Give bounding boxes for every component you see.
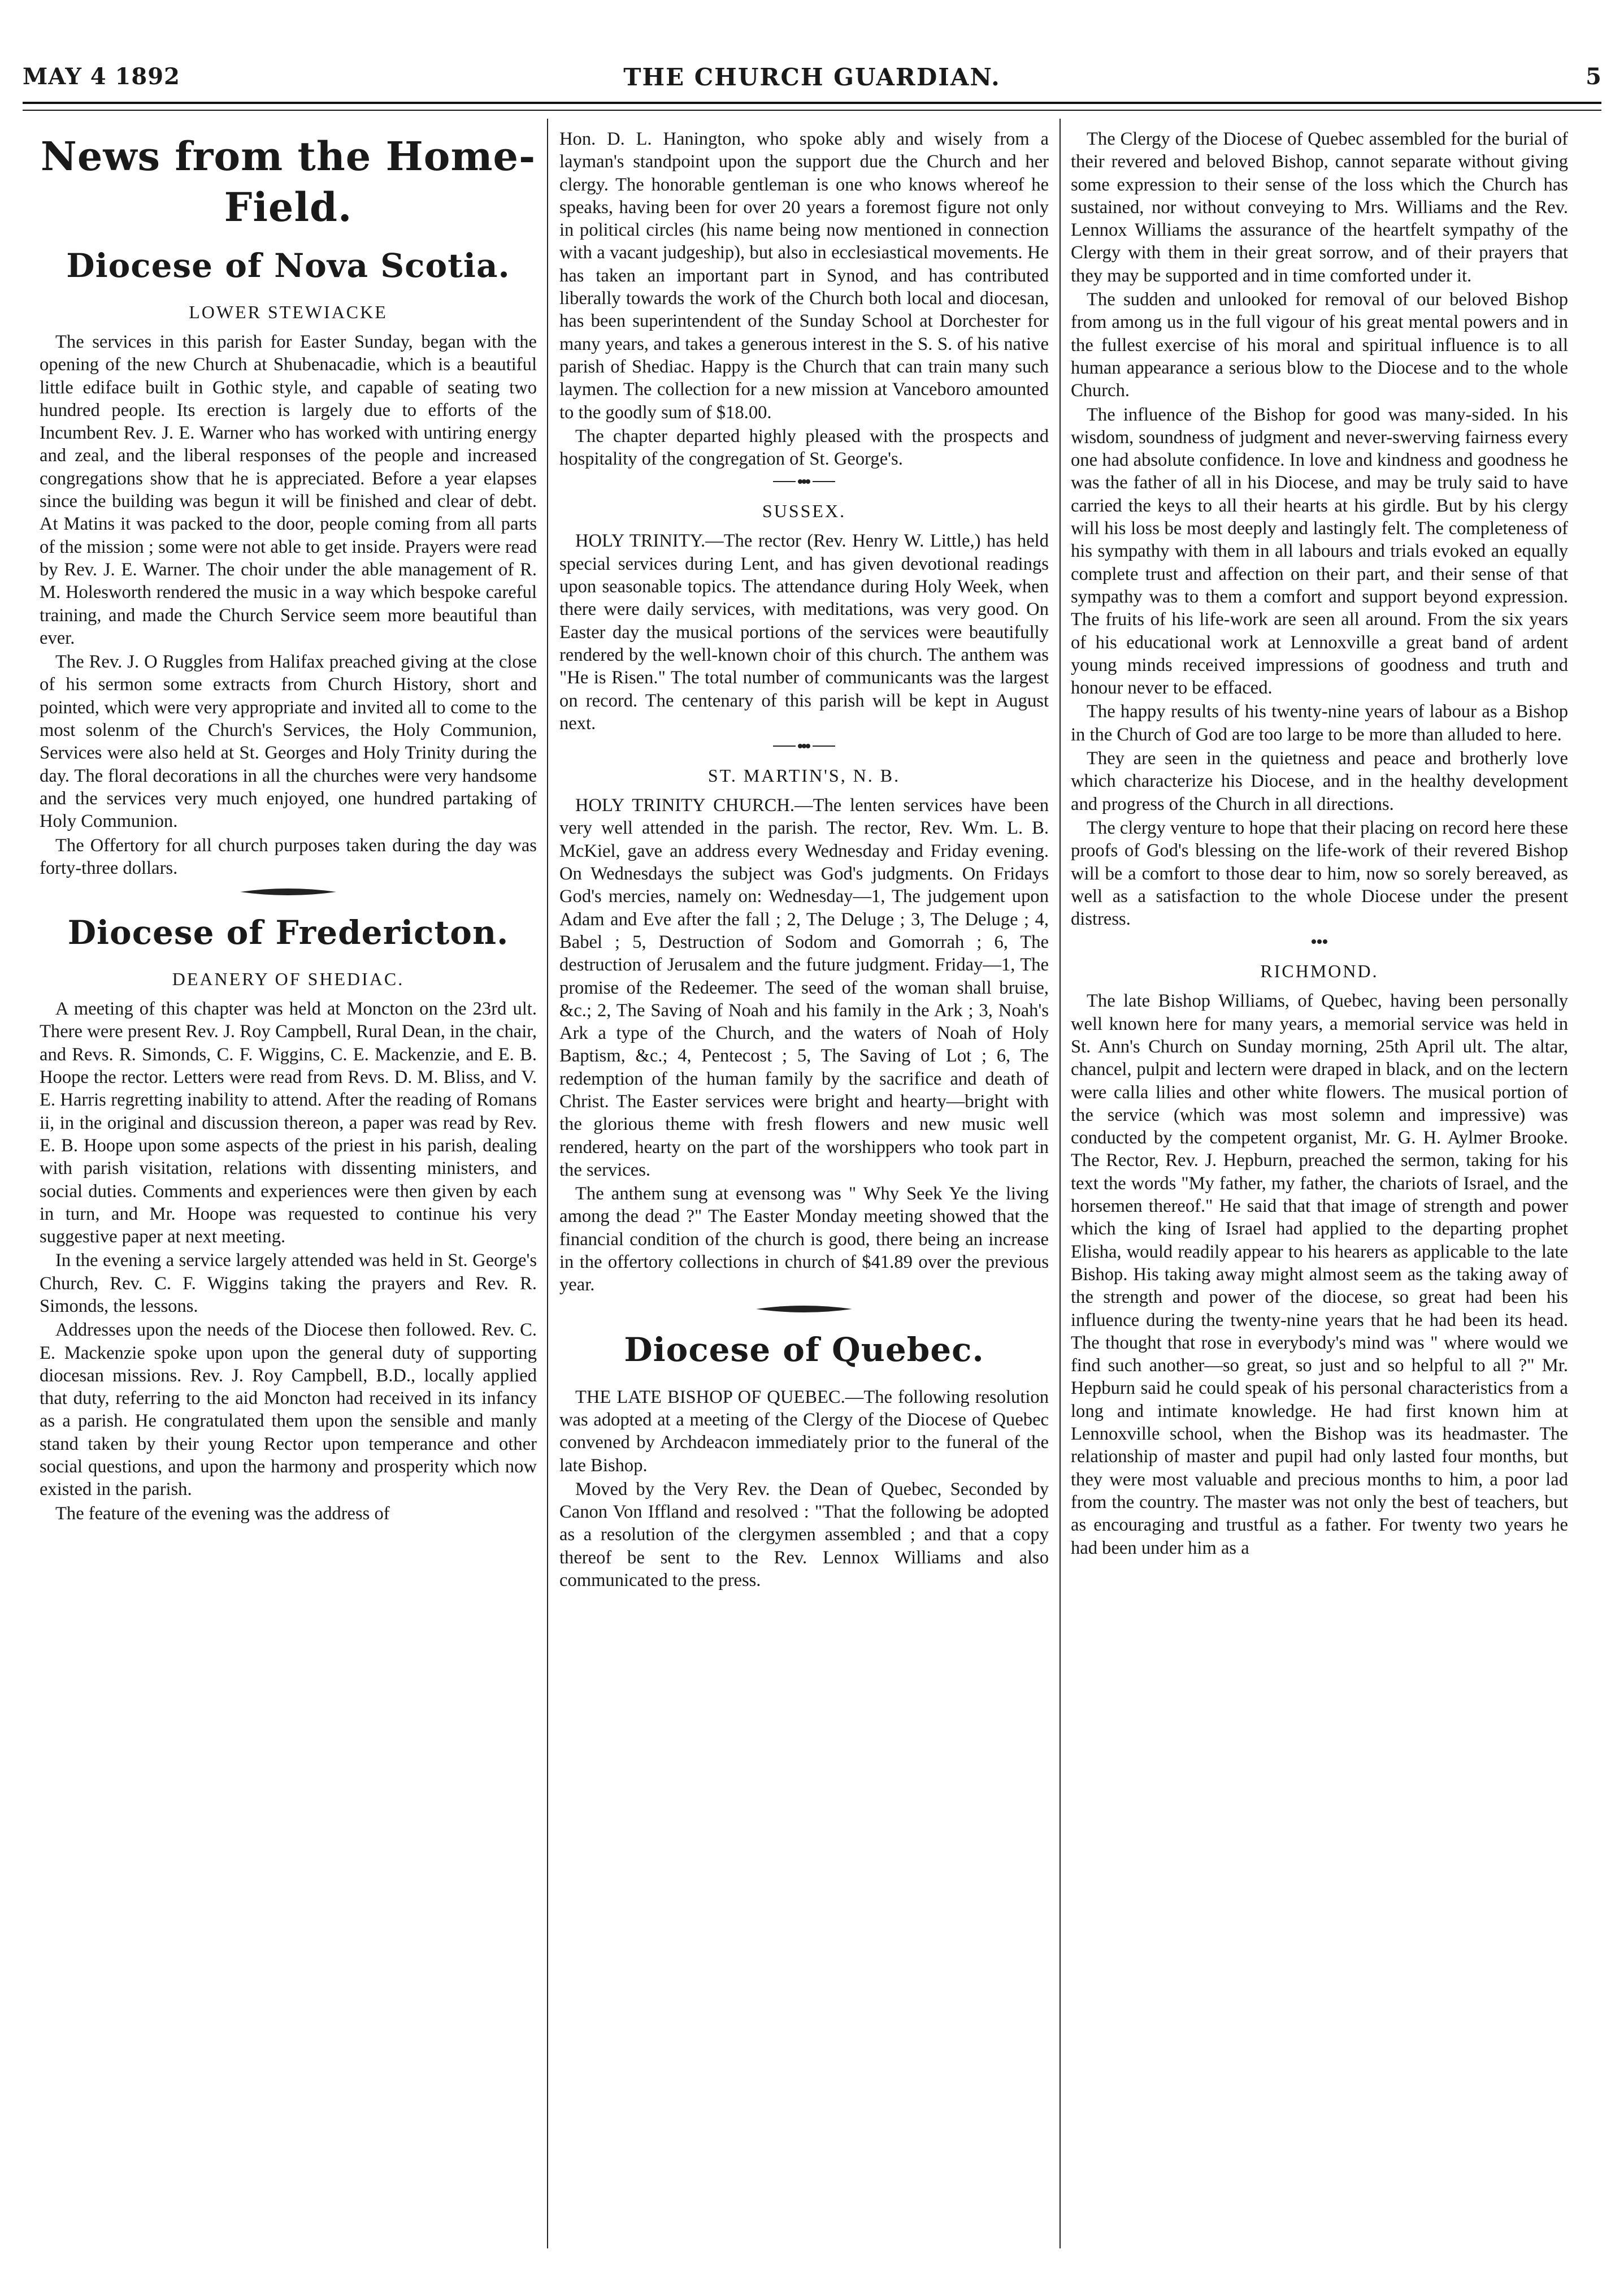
column-divider bbox=[547, 119, 548, 2248]
article-paragraph: Addresses upon the needs of the Diocese then followed. Rev. C. E. Mackenzie spoke upon upon the general duty of supporting diocesan missions. Rev. J. Roy Campbell, B.D., locally applied that duty, referring to the aid Moncton had received in its infancy as a parish. He congratulated them upon the sensible and manly stand taken by their young Rector upon temperance and other social questions, and upon the harmony and prosperity which now existed in the parish. bbox=[40, 1320, 537, 1500]
article-paragraph: The sudden and unlooked for removal of our beloved Bishop from among us in the full vigour of his great mental powers and in the fullest exercise of his moral and spiritual influence is to all human appearance a serious blow to the Diocese and to the whole Church. bbox=[1071, 289, 1568, 401]
article-paragraph: The Offertory for all church purposes taken during the day was forty-three dollars. bbox=[40, 835, 537, 878]
article-paragraph: The Rev. J. O Ruggles from Halifax preached giving at the close of his sermon some extracts from Church History, short and pointed, which were very appropriate and invited all to come to the most solenm of the Church's Services, the Holy Communion, Services were also held at St. Georges and Holy Trinity during the day. The floral decorations in all the churches were very handsome and the services very much enjoyed, one hundred partaking of Holy Communion. bbox=[40, 652, 537, 832]
article-paragraph: The influence of the Bishop for good was many-sided. In his wisdom, soundness of judgment and never-swerving fairness every one had absolute confidence. In love and kindness and goodness he was the father of all in his Diocese, and may be truly said to have carried the keys to all their hearts at his girdle. But by his clergy will his loss be most deeply and lastingly felt. The completeness of his sympathy with them in all labours and trials evoked an equally complete trust and affection on their part, and their sense of that sympathy was to them a comfort and support beyond expression. The fruits of his life-work are seen all around. From the six years of his educational work at Lennoxville a great band of ardent young minds received impressions of goodness and truth and honour never to be effaced. bbox=[1071, 404, 1568, 699]
parish-heading: SUSSEX. bbox=[762, 501, 846, 522]
ornament-divider bbox=[559, 1303, 1049, 1317]
section-heading: News from the Home-Field. bbox=[40, 133, 536, 231]
article-paragraph: HOLY TRINITY CHURCH.—The lenten services have been very well attended in the parish. The rector, Rev. Wm. L. B. McKiel, gave an address every Wednesday and Friday evening. On Wednesdays the subject was God's judgments. On Fridays God's mercies, namely on: Wednesday—1, The judgement upon Adam and Eve after the fall ; 2, The Deluge ; 3, The Deluge ; 4, Babel ; 5, Destruction of Sodom and Gomorrah ; 6, The destruction of Jerusalem and the future judgment. Friday—1, The promise of the Redeemer. The seed of the woman shall bruise, &c.; 2, The Saving of Noah and his family in the Ark ; 3, Noah's Ark a type of the Church, and the waters of Noah of Holy Baptism, &c.; 4, Pentecost ; 5, The Saving of Lot ; 6, The redemption of the human family by the sacrifice and death of Christ. The Easter services were bright and hearty—bright with the glorious theme with fresh flowers and new music well rendered, hearty on the part of the worshippers who took part in the services. bbox=[559, 795, 1049, 1180]
article-paragraph: In the evening a service largely attended was held in St. George's Church, Rev. C. F. Wiggins taking the prayers and Rev. R. Simonds, the lessons. bbox=[40, 1250, 537, 1316]
column-3 bbox=[1071, 128, 1568, 2254]
parish-heading: RICHMOND. bbox=[1260, 961, 1379, 982]
column-divider bbox=[1059, 119, 1061, 2248]
article-paragraph: Moved by the Very Rev. the Dean of Quebec, Seconded by Canon Von Iffland and resolved : "That the following be adopted as a resolution of the clergymen assembled ; and that a copy thereof be sent to the Rev. Lennox Williams and also communicated to the press. bbox=[559, 1479, 1049, 1591]
diocese-heading: Diocese of Nova Scotia. bbox=[66, 246, 510, 285]
masthead-rule-thin bbox=[23, 110, 1601, 111]
article-paragraph: The clergy venture to hope that their placing on record here these proofs of God's blessing on the life-work of their revered Bishop will be a comfort to those dear to him, now so sorely bereaved, as well as a satisfaction to the whole Diocese under the present distress. bbox=[1071, 817, 1568, 930]
article-paragraph: Hon. D. L. Hanington, who spoke ably and wisely from a layman's standpoint upon the support due the Church and her clergy. The honorable gentleman is one who knows whereof he speaks, having been for over 20 years a foremost figure not only in political circles (his name being now mentioned in connection with a vacant judgeship), but also in ecclesiastical movements. He has taken an important part in Synod, and has contributed liberally towards the work of the Church both local and diocesan, has been superintendent of the Sunday School at Dorchester for many years, and takes a generous interest in the S. S. of his native parish of Shediac. Happy is the Church that can train many such laymen. The collection for a new mission at Vanceboro amounted to the goodly sum of $18.00. bbox=[559, 129, 1049, 423]
column-1 bbox=[40, 128, 537, 2254]
newspaper-title: THE CHURCH GUARDIAN. bbox=[623, 63, 1001, 91]
article-paragraph: HOLY TRINITY.—The rector (Rev. Henry W. Little,) has held special services during Lent, and has given devotional readings upon seasonable topics. The attendance during Holy Week, when there were daily services, with meditations, was very good. On Easter day the musical portions of the services were beautifully rendered by the well-known choir of this church. The anthem was "He is Risen." The total number of communicants was the largest on record. The centenary of this parish will be kept in August next. bbox=[559, 531, 1049, 734]
article-paragraph: The happy results of his twenty-nine years of labour as a Bishop in the Church of God are too large to be more than alluded to here. bbox=[1071, 701, 1568, 745]
article-paragraph: The chapter departed highly pleased with the prospects and hospitality of the congregation of St. George's. bbox=[559, 426, 1049, 470]
parish-heading: DEANERY OF SHEDIAC. bbox=[172, 969, 405, 990]
masthead-rule-thick bbox=[23, 102, 1601, 104]
parish-heading: ST. MARTIN'S, N. B. bbox=[707, 765, 901, 786]
ornament-divider bbox=[1071, 937, 1568, 951]
issue-date: MAY 4 1892 bbox=[23, 63, 180, 90]
diocese-heading: Diocese of Fredericton. bbox=[67, 913, 509, 952]
article-paragraph: THE LATE BISHOP OF QUEBEC.—The following resolution was adopted at a meeting of the Clergy of the Diocese of Quebec convened by Archdeacon immediately prior to the funeral of the late Bishop. bbox=[559, 1386, 1049, 1476]
article-paragraph: The Clergy of the Diocese of Quebec assembled for the burial of their revered and beloved Bishop, cannot separate without giving some expression to their sense of the loss which the Church has sustained, nor without conveying to Mrs. Williams and the Rev. Lennox Williams the assurance of the heartfelt sympathy of the Clergy with them in their great sorrow, and of their prayers that they may be supported and in time comforted under it. bbox=[1071, 129, 1568, 286]
article-paragraph: The feature of the evening was the address of bbox=[55, 1503, 390, 1524]
ornament-divider bbox=[40, 886, 537, 900]
ornament-divider bbox=[559, 477, 1049, 491]
article-paragraph: The anthem sung at evensong was " Why Seek Ye the living among the dead ?" The Easter Monday meeting showed that the financial condition of the church is good, there being an increase in the offertory collections in church of $41.89 over the previous year. bbox=[559, 1184, 1049, 1295]
column-2 bbox=[559, 128, 1049, 2254]
ornament-divider bbox=[559, 742, 1049, 755]
article-paragraph: A meeting of this chapter was held at Moncton on the 23rd ult. There were present Rev. J. Roy Campbell, Rural Dean, in the chair, and Revs. R. Simonds, C. F. Wiggins, C. E. Mackenzie, and E. B. Hoope the rector. Letters were read from Revs. D. M. Bliss, and V. E. Harris regretting inability to attend. After the reading of Romans ii, in the original and discussion thereon, a paper was read by Rev. E. B. Hoope upon some aspects of the priest in his parish, dealing with parish visitation, relations with dissenting ministers, and social duties. Comments and experiences were then given by each in turn, and Mr. Hoope was requested to continue his very suggestive paper at next meeting. bbox=[40, 999, 537, 1247]
article-paragraph: The late Bishop Williams, of Quebec, having been personally well known here for many years, a memorial service was held in St. Ann's Church on Sunday morning, 25th April ult. The altar, chancel, pulpit and lectern were draped in black, and on the lectern were calla lilies and other white flowers. The musical portion of the service (which was most solemn and impressive) was conducted by the competent organist, Mr. G. H. Aylmer Brooke. The Rector, Rev. J. Hepburn, preached the sermon, taking for his text the words "My father, my father, the chariots of Israel, and the horsemen thereof." He said that that image of strength and power which the king of Israel had applied to the departing prophet Elisha, would readily appear to his hearers as applicable to the late Bishop. His taking away might almost seem as the taking away of the strength and power of the diocese, so great had been his influence during the twenty-nine years that he had been its head. The thought that rose in everybody's mind was " where would we find such another—so great, so just and so helpful to all ?" Mr. Hepburn said he could speak of his personal characteristics from a long and intimate knowledge. He had first known him at Lennoxville school, when the Bishop was its headmaster. The relationship of master and pupil had only lasted four months, but they were most valuable and precious months to him, a poor lad from the country. The master was not only the best of teachers, but as encouraging and trustful as a father. For twenty two years he had been under him as a bbox=[1071, 991, 1568, 1558]
masthead bbox=[23, 63, 1601, 114]
parish-heading: LOWER STEWIACKE bbox=[189, 302, 388, 322]
diocese-heading: Diocese of Quebec. bbox=[624, 1330, 984, 1369]
article-paragraph: The services in this parish for Easter Sunday, began with the opening of the new Church at Shubenacadie, which is a beautiful little ediface built in Gothic style, and capable of seating two hundred people. Its erection is largely due to efforts of the Incumbent Rev. J. E. Warner who has worked with untiring energy and zeal, and the liberal responses of the people and increased congregations show that he is appreciated. Before a year elapses since the building was begun it will be finished and clear of debt. At Matins it was packed to the door, people coming from all parts of the mission ; some were not able to get inside. Prayers were read by Rev. J. E. Warner. The choir under the able management of R. M. Holesworth rendered the music in a way which bespoke careful training, and made the Church Service seem more beautiful than ever. bbox=[40, 332, 537, 648]
article-paragraph: They are seen in the quietness and peace and brotherly love which characterize his Diocese, and in the healthy development and progress of the Church in all directions. bbox=[1071, 748, 1568, 814]
page-number: 5 bbox=[1586, 63, 1601, 90]
